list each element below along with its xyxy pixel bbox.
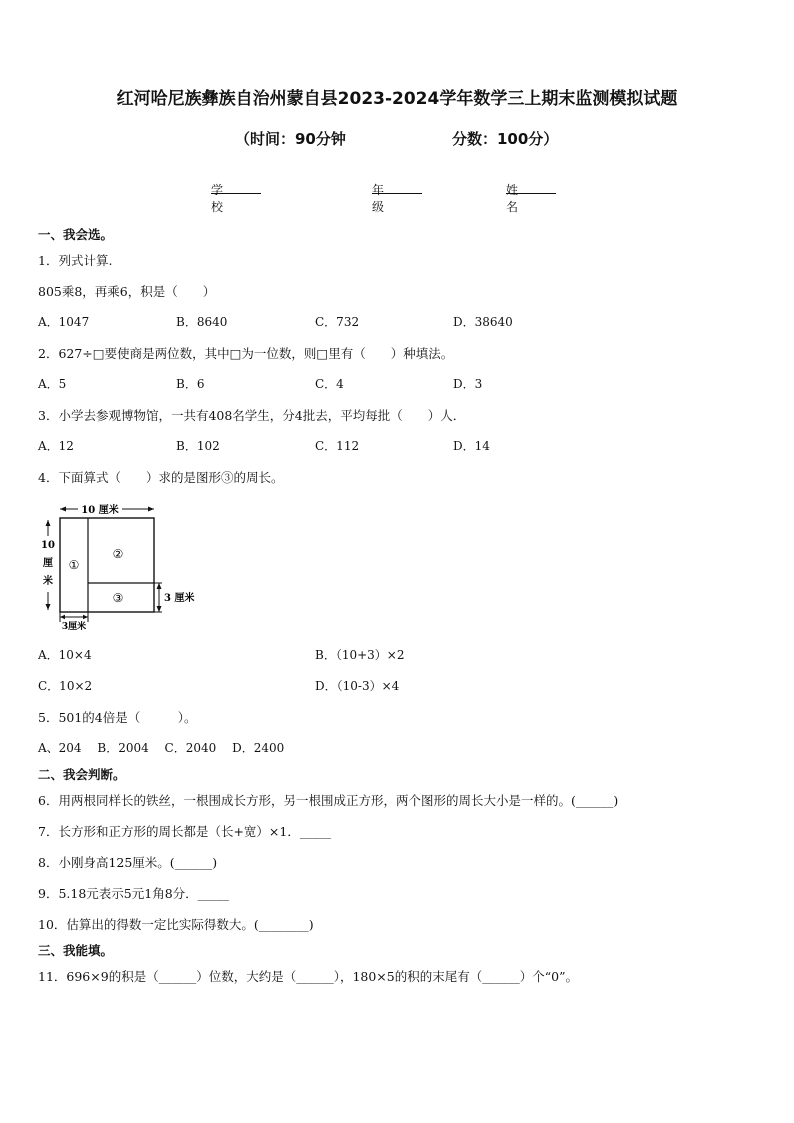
- q3-option-a: A．12: [38, 439, 74, 453]
- exam-time: （时间：90分钟: [235, 130, 346, 148]
- name-label: 姓名: [506, 183, 519, 214]
- region-2-label: ②: [112, 547, 124, 561]
- q3-option-b: B．102: [176, 439, 220, 453]
- q1-option-b: B．8640: [176, 315, 228, 329]
- grade-label: 年级: [372, 183, 385, 214]
- left-dimension-unit-2: 米: [43, 576, 53, 587]
- q4-option-a: A．10×4: [38, 648, 92, 662]
- top-arrow-right: [148, 507, 154, 512]
- q2-option-b: B．6: [176, 377, 205, 391]
- rectangle-figure: [38, 498, 198, 633]
- q8-stem: 8．小刚身高125厘米。(______): [38, 855, 218, 870]
- q5-options: A、204 B．2004 C．2040 D．2400: [38, 741, 285, 755]
- right-dimension-label: 3 厘米: [164, 593, 195, 604]
- q4-option-b: B．（10+3）×2: [315, 648, 405, 662]
- q1-option-a: A．1047: [38, 315, 90, 329]
- q5-stem: 5．501的4倍是（ ）。: [38, 710, 197, 725]
- bottom-arrow-right: [83, 615, 88, 619]
- page-title: 红河哈尼族彝族自治州蒙自县2023-2024学年数学三上期末监测模拟试题: [116, 89, 678, 109]
- q4-option-c: C．10×2: [38, 679, 93, 693]
- q1-option-d: D．38640: [453, 315, 513, 329]
- q6-stem: 6．用两根同样长的铁丝，一根围成长方形，另一根围成正方形，两个图形的周长大小是一样的。(______): [38, 793, 619, 808]
- right-arrow-bottom: [157, 606, 162, 612]
- school-label: 学校: [211, 183, 224, 214]
- q2-option-c: C．4: [315, 377, 344, 391]
- region-3-label: ③: [112, 591, 124, 605]
- grade-blank: [372, 181, 422, 194]
- q9-stem: 9．5.18元表示5元1角8分．_____: [38, 886, 229, 901]
- q2-option-d: D．3: [453, 377, 483, 391]
- q10-stem: 10．估算出的得数一定比实际得数大。(________): [38, 917, 314, 932]
- right-arrow-top: [157, 583, 162, 589]
- q7-stem: 7．长方形和正方形的周长都是（长+宽）×1．_____: [38, 824, 332, 839]
- q2-stem: 2．627÷□要使商是两位数，其中□为一位数，则□里有（ ）种填法。: [38, 346, 454, 361]
- q11-stem: 11．696×9的积是（______）位数，大约是（______），180×5的积的末尾有（______）个“0”。: [38, 969, 578, 984]
- bottom-arrow-left: [60, 615, 65, 619]
- region-1-label: ①: [68, 558, 80, 572]
- top-arrow-left: [60, 507, 66, 512]
- q3-option-d: D．14: [453, 439, 490, 453]
- bottom-dimension-label: 3厘米: [61, 622, 87, 632]
- left-dimension-number: 10: [41, 540, 55, 551]
- left-arrow-bottom: [46, 604, 51, 610]
- left-dimension-unit-1: 厘: [43, 558, 53, 569]
- top-dimension-label: 10 厘米: [81, 505, 119, 516]
- school-blank: [211, 181, 261, 194]
- left-arrow-top: [46, 520, 51, 526]
- section-heading-judge: 二、我会判断。: [38, 767, 126, 782]
- q1-option-c: C．732: [315, 315, 360, 329]
- q4-stem: 4．下面算式（ ）求的是图形③的周长。: [38, 470, 284, 485]
- q3-stem: 3．小学去参观博物馆，一共有408名学生，分4批去，平均每批（ ）人．: [38, 408, 466, 423]
- q4-option-d: D．（10-3）×4: [315, 679, 400, 693]
- name-blank: [506, 181, 556, 194]
- q2-option-a: A．5: [38, 377, 67, 391]
- q1-stem: 1．列式计算.: [38, 253, 113, 268]
- exam-score: 分数：100分）: [452, 130, 559, 148]
- section-heading-fill: 三、我能填。: [38, 943, 114, 958]
- q1-line2: 805乘8，再乘6，积是（ ）: [38, 284, 216, 299]
- section-heading-choice: 一、我会选。: [38, 227, 114, 242]
- q3-option-c: C．112: [315, 439, 360, 453]
